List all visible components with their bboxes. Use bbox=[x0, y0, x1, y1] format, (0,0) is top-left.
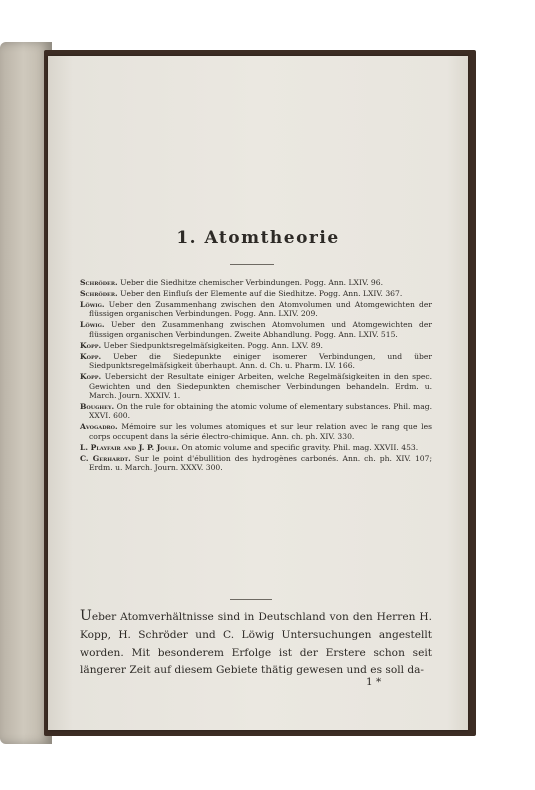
reference-item bbox=[80, 300, 432, 319]
reference-text: Mémoire sur les volumes atomiques et sur leur relation avec le rang que les corps occupent dans la série électro-chimique. Ann. ch. ph. XIV. 330. bbox=[89, 422, 432, 441]
reference-text: Uebersicht der Resultate einiger Arbeiten, welche Regelmäſsigkeiten in den spec. Gewichten und den Siedepunkten chemischer Verbindungen behandeln. Erdm. u. March. Journ. XXXIV. 1. bbox=[89, 372, 432, 401]
reference-item bbox=[80, 352, 432, 371]
reference-author: Kopp. bbox=[80, 351, 102, 361]
reference-item bbox=[80, 341, 432, 350]
reference-item bbox=[80, 454, 432, 473]
drop-cap: U bbox=[80, 608, 92, 624]
reference-author: Löwig. bbox=[80, 300, 105, 309]
reference-text: Ueber die Siedepunkte einiger isomerer Verbindungen, und über Siedpunktsregelmäſsigkeit überhaupt. Ann. d. Ch. u. Pharm. LV. 166. bbox=[89, 351, 432, 371]
reference-text: Sur le point d'ébullition des hydrogènes carbonés. Ann. ch. ph. XIV. 107; Erdm. u. March. Journ. XXXV. 300. bbox=[89, 453, 433, 473]
reference-text: On the rule for obtaining the atomic volume of elementary substances. Phil. mag. XXVI. 600. bbox=[89, 402, 432, 421]
reference-item bbox=[80, 372, 432, 400]
body-paragraph bbox=[80, 608, 432, 680]
reference-text: On atomic volume and specific gravity. Phil. mag. XXVII. 453. bbox=[179, 442, 419, 452]
reference-text: Ueber den Zusammenhang zwischen den Atomvolumen und Atomgewichten der flüssigen organischen Verbindungen. Pogg. Ann. LXIV. 209. bbox=[89, 300, 432, 319]
reference-item bbox=[80, 320, 432, 339]
reference-item bbox=[80, 422, 432, 441]
reference-author: Löwig. bbox=[80, 320, 105, 330]
title-rule bbox=[230, 264, 274, 265]
body-text: eber Atomverhältnisse sind in Deutschland von den Herren H. Kopp, H. Schröder und C. Löwig Untersuchungen angestellt worden. Mit besonderem Erfolge ist der Erstere schon seit längerer Zeit auf diesem Gebiete thätig gewesen und es soll da- bbox=[80, 611, 432, 677]
reference-author: Schröder. bbox=[80, 289, 118, 298]
reference-list bbox=[80, 278, 432, 474]
reference-text: Ueber die Siedhitze chemischer Verbindungen. Pogg. Ann. LXIV. 96. bbox=[117, 278, 384, 287]
reference-item bbox=[80, 289, 432, 298]
reference-author: Kopp. bbox=[80, 340, 102, 350]
reference-item bbox=[80, 278, 432, 287]
reference-author: Schröder. bbox=[80, 278, 118, 287]
section-rule bbox=[230, 599, 272, 600]
reference-text: Ueber Siedpunktsregelmäſsigkeiten. Pogg. Ann. LXV. 89. bbox=[101, 340, 323, 350]
reference-author: Boughey. bbox=[80, 402, 115, 412]
signature-mark: 1 * bbox=[366, 676, 382, 688]
chapter-title: 1. Atomtheorie bbox=[176, 228, 340, 248]
reference-item bbox=[80, 402, 432, 421]
reference-author: Kopp. bbox=[80, 372, 102, 382]
reference-author: Avogadro. bbox=[80, 422, 118, 432]
book-page bbox=[48, 56, 468, 730]
reference-author: C. Gerhardt. bbox=[80, 453, 131, 463]
reference-author: L. Playfair and J. P. Joule. bbox=[80, 442, 180, 452]
reference-text: Ueber den Einfluſs der Elemente auf die Siedhitze. Pogg. Ann. LXIV. 367. bbox=[117, 289, 403, 298]
reference-text: Ueber den Zusammenhang zwischen Atomvolumen und Atomgewichten der flüssigen organischen Verbindungen. Zweite Abhandlung. Pogg. Ann. LXIV. 515. bbox=[89, 320, 432, 339]
reference-item bbox=[80, 443, 432, 452]
